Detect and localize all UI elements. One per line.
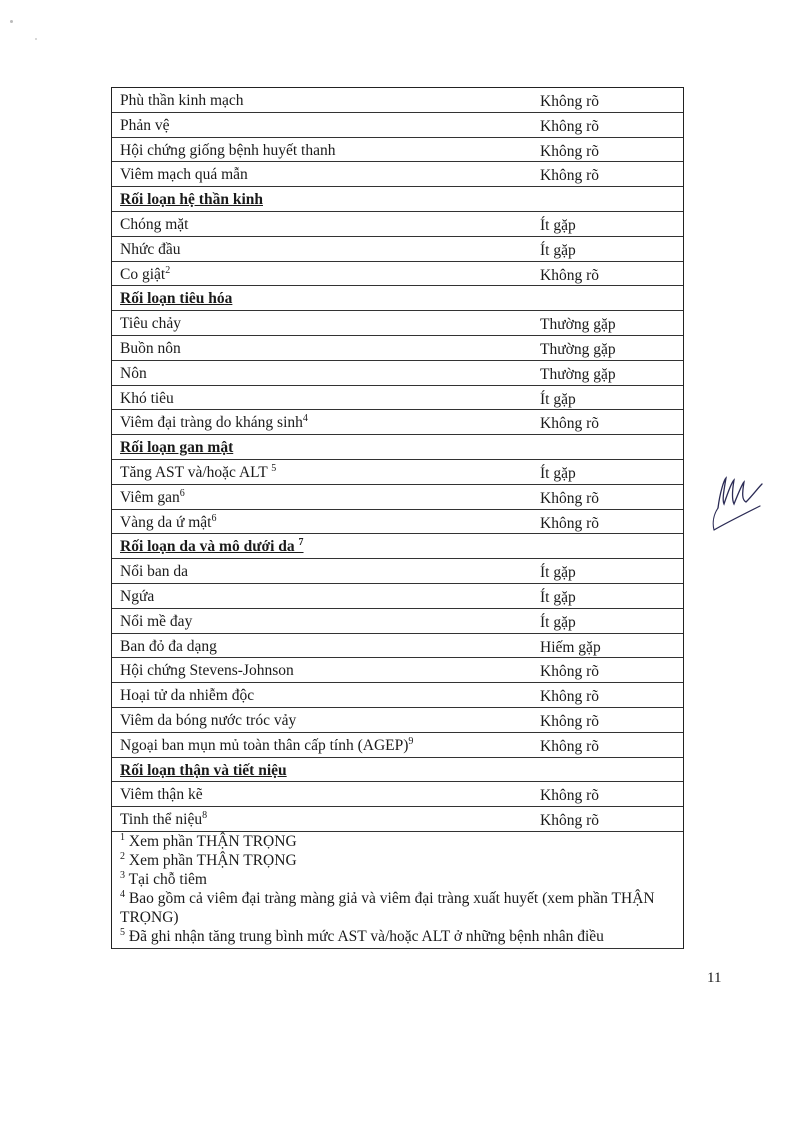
reaction-label: Buồn nôn <box>120 339 181 357</box>
frequency-value: Không rõ <box>540 787 599 805</box>
section-title <box>120 534 304 560</box>
handwritten-signature <box>700 470 780 540</box>
frequency-value: Ít gặp <box>540 241 576 259</box>
adverse-reactions-table <box>111 87 684 949</box>
table-row <box>112 138 683 163</box>
frequency-value: Ít gặp <box>540 613 576 631</box>
section-title <box>120 187 263 213</box>
footnote-ref: 6 <box>211 512 217 524</box>
reaction-label: Khó tiêu <box>120 389 174 407</box>
footnote-ref: 4 <box>302 413 308 425</box>
reaction-label: Nhức đầu <box>120 240 181 258</box>
section-title <box>120 286 232 312</box>
footnote <box>120 851 677 870</box>
reaction-name <box>120 807 207 833</box>
frequency-value: Ít gặp <box>540 588 576 606</box>
table-row <box>112 634 683 659</box>
footnote-text: Tại chỗ tiêm <box>128 870 207 888</box>
frequency-value: Không rõ <box>540 663 599 681</box>
reaction-label: Viêm gan <box>120 488 180 506</box>
reaction-name <box>120 138 335 164</box>
footnote-number: 1 <box>120 831 125 843</box>
footnote-number: 4 <box>120 888 125 900</box>
reaction-name <box>120 634 217 660</box>
reaction-label: Ngứa <box>120 587 155 605</box>
reaction-label: Tinh thể niệu <box>120 811 203 829</box>
reaction-label: Rối loạn tiêu hóa <box>120 290 233 308</box>
table-row <box>112 410 683 435</box>
reaction-label: Phù thần kinh mạch <box>120 92 244 109</box>
reaction-name <box>120 262 170 288</box>
footnote-ref: 6 <box>179 487 185 499</box>
reaction-label: Rối loạn hệ thần kinh <box>120 191 263 209</box>
reaction-name <box>120 460 276 486</box>
reaction-label: Ngoại ban mụn mủ toàn thân cấp tính (AGEP) <box>120 736 409 754</box>
footnote <box>120 832 677 851</box>
reaction-name <box>120 361 147 387</box>
frequency-value: Không rõ <box>540 514 599 532</box>
footnote <box>120 870 677 889</box>
section-title <box>120 758 287 784</box>
footnote-text: Xem phần THẬN TRỌNG <box>128 832 297 850</box>
frequency-value: Không rõ <box>540 142 599 160</box>
table-row <box>112 212 683 237</box>
reaction-label: Hội chứng Stevens-Johnson <box>120 662 294 680</box>
reaction-label: Tăng AST và/hoặc ALT <box>120 463 272 481</box>
section-header-row <box>112 534 683 559</box>
reaction-label: Nổi mề đay <box>120 612 193 630</box>
frequency-value: Ít gặp <box>540 390 576 408</box>
reaction-name <box>120 113 170 139</box>
footnote-ref: 8 <box>202 810 208 822</box>
reaction-name <box>120 683 254 709</box>
section-title <box>120 435 233 461</box>
section-header-row <box>112 758 683 783</box>
table-row <box>112 113 683 138</box>
frequency-value: Không rõ <box>540 737 599 755</box>
table-row <box>112 361 683 386</box>
footnote-text: Đã ghi nhận tăng trung bình mức AST và/hoặc ALT ở những bệnh nhân điều <box>128 927 604 945</box>
frequency-value: Không rõ <box>540 415 599 433</box>
table-row <box>112 237 683 262</box>
frequency-value: Không rõ <box>540 93 599 110</box>
table-row <box>112 485 683 510</box>
frequency-value: Ít gặp <box>540 216 576 234</box>
footnote <box>120 927 677 946</box>
frequency-value: Không rõ <box>540 167 599 185</box>
scan-speck <box>10 20 13 23</box>
reaction-name <box>120 162 248 188</box>
footnotes <box>112 832 683 949</box>
frequency-value: Không rõ <box>540 266 599 284</box>
reaction-label: Tiêu chảy <box>120 315 181 333</box>
table-row <box>112 683 683 708</box>
reaction-label: Rối loạn gan mật <box>120 439 234 457</box>
table-row <box>112 262 683 287</box>
frequency-value: Không rõ <box>540 489 599 507</box>
reaction-label: Hội chứng giống bệnh huyết thanh <box>120 141 336 159</box>
footnote-text: Xem phần THẬN TRỌNG <box>128 851 297 869</box>
reaction-label: Phản vệ <box>120 116 170 134</box>
table-row <box>112 460 683 485</box>
frequency-value: Thường gặp <box>540 316 616 334</box>
reaction-name <box>120 485 185 511</box>
footnote-ref: 5 <box>271 462 277 474</box>
reaction-name <box>120 584 154 610</box>
footnote <box>120 889 677 927</box>
reaction-label: Rối loạn da và mô dưới da <box>120 538 299 556</box>
reaction-label: Vàng da ứ mật <box>120 513 212 531</box>
reaction-label: Co giật <box>120 265 166 283</box>
reaction-name <box>120 311 181 337</box>
reaction-label: Viêm da bóng nước tróc vảy <box>120 711 297 729</box>
footnote-ref: 9 <box>408 735 414 747</box>
scan-speck <box>35 38 37 40</box>
reaction-name <box>120 559 188 585</box>
reaction-label: Viêm đại tràng do kháng sinh <box>120 414 303 432</box>
section-header-row <box>112 435 683 460</box>
reaction-label: Ban đỏ đa dạng <box>120 637 217 655</box>
page-number: 11 <box>707 970 722 986</box>
frequency-value: Không rõ <box>540 688 599 706</box>
table-row <box>112 311 683 336</box>
footnote-number: 5 <box>120 926 125 938</box>
table-row <box>112 584 683 609</box>
reaction-name <box>120 88 244 114</box>
frequency-value: Thường gặp <box>540 340 616 358</box>
frequency-value: Không rõ <box>540 812 599 830</box>
reaction-name <box>120 336 181 362</box>
footnote-ref: 2 <box>165 264 171 276</box>
frequency-value: Ít gặp <box>540 564 576 582</box>
table-row <box>112 658 683 683</box>
frequency-value: Thường gặp <box>540 365 616 383</box>
reaction-name <box>120 510 216 536</box>
reaction-label: Nổi ban da <box>120 563 189 581</box>
reaction-name <box>120 212 188 238</box>
section-header-row <box>112 187 683 212</box>
table-row <box>112 708 683 733</box>
reaction-label: Rối loạn thận và tiết niệu <box>120 761 287 779</box>
reaction-name <box>120 609 192 635</box>
footnote-number: 2 <box>120 850 125 862</box>
reaction-name <box>120 410 308 436</box>
footnote-number: 3 <box>120 869 125 881</box>
frequency-value: Không rõ <box>540 117 599 135</box>
table-row <box>112 559 683 584</box>
reaction-name <box>120 386 174 412</box>
reaction-label: Viêm mạch quá mẫn <box>120 166 248 184</box>
footnote-ref: 7 <box>298 537 304 549</box>
reaction-label: Hoại tử da nhiễm độc <box>120 687 255 705</box>
table-row <box>112 782 683 807</box>
reaction-name <box>120 782 203 808</box>
frequency-value: Ít gặp <box>540 464 576 482</box>
reaction-label: Chóng mặt <box>120 215 189 233</box>
reaction-label: Viêm thận kẽ <box>120 786 203 804</box>
table-row <box>112 609 683 634</box>
table-row <box>112 88 683 113</box>
table-row <box>112 162 683 187</box>
frequency-value: Không rõ <box>540 712 599 730</box>
reaction-label: Nôn <box>120 364 147 382</box>
reaction-name <box>120 658 294 684</box>
table-row <box>112 336 683 361</box>
footnote-text: Bao gồm cả viêm đại tràng màng giả và viêm đại tràng xuất huyết (xem phần THẬN TRỌNG) <box>120 889 655 926</box>
table-row <box>112 510 683 535</box>
reaction-name <box>120 237 180 263</box>
frequency-value: Hiếm gặp <box>540 638 601 656</box>
reaction-name <box>120 733 413 759</box>
reaction-name <box>120 708 296 734</box>
table-row <box>112 386 683 411</box>
section-header-row <box>112 286 683 311</box>
table-row <box>112 733 683 758</box>
table-row <box>112 807 683 832</box>
